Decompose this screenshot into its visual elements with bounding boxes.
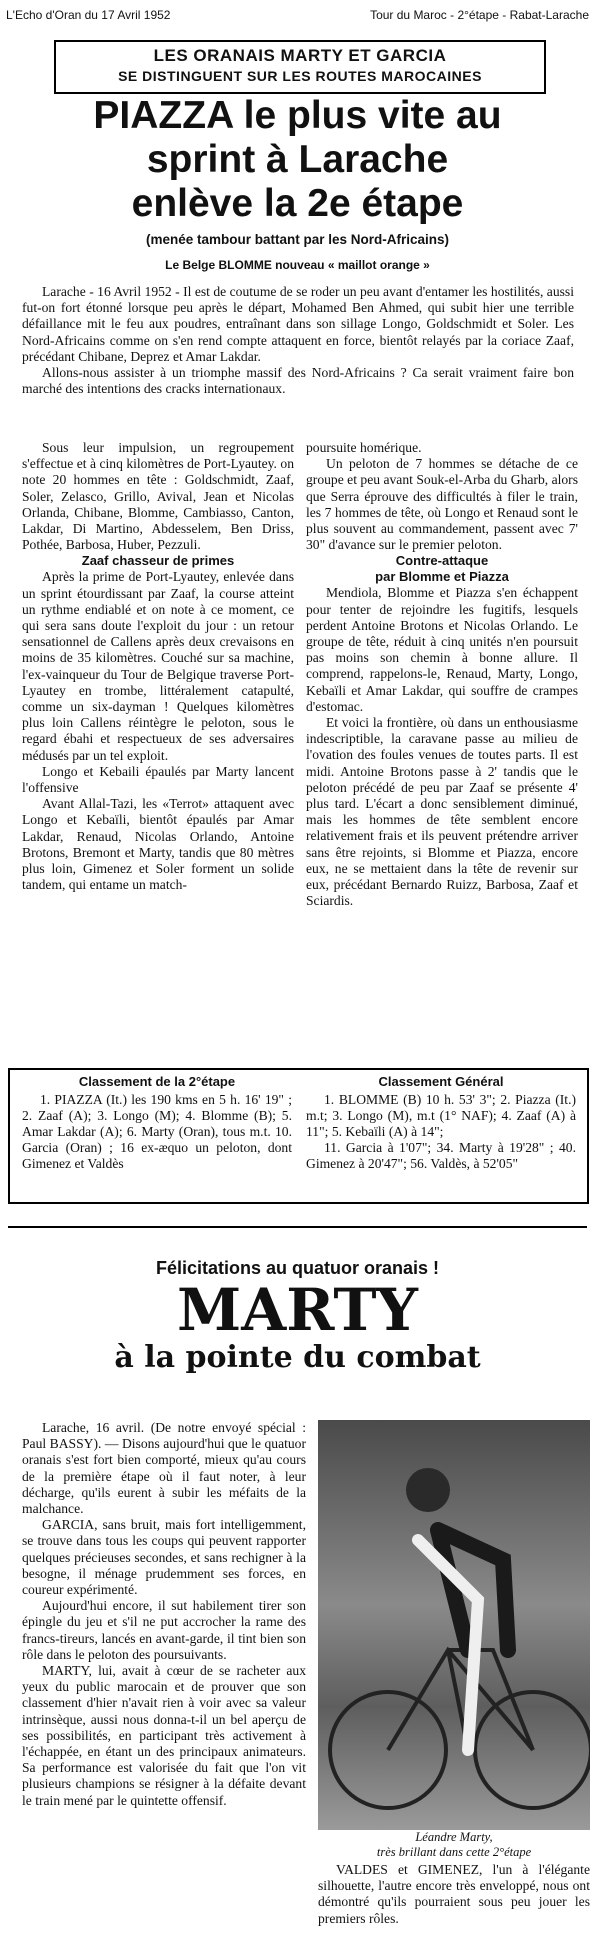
- main-headline: [0, 94, 595, 226]
- header-topic: Tour du Maroc - 2°étape - Rabat-Larache: [370, 8, 589, 22]
- marty-paragraph: MARTY, lui, avait à cœur de se racheter aux yeux du public marocain et de prouver que son classement d'hier n'avait rien à voir avec sa valeur intrinsèque, aussi nous donna-t-il un bel aperçu de ses possibilités, en participant très activement à l'échappée, en étant un des principaux animateurs. Sa performance est valorisée du fait que l'on vit plusieurs champions se résigner à la défaite devant le train mené par le quintette offensif.: [22, 1663, 306, 1808]
- col2-paragraph: Mendiola, Blomme et Piazza s'en échappent pour tenter de rejoindre les fugitifs, lesquels perdent Antoine Brotons et Nicolas Orlando. Le groupe de tête, réduit à cinq unités n'en poursuit pas moins son chemin à bonne allure. Il comprend, rappelons-le, Renaud, Marty, Longo, Kebaïli et Amar Lakdar, qui souffre de crampes d'estomac.: [306, 585, 578, 714]
- photo-caption-line1: Léandre Marty,: [415, 1830, 493, 1844]
- col1-paragraph: Après la prime de Port-Lyautey, enlevée dans un sprint étourdissant par Zaaf, la course atteint un rythme endiablé et on note à ce moment, ce qui sera sans doute l'exploit du jour : un retour sensationnel de Callens après deux crevaisons en moins de 35 kilomètres. Couché sur sa machine, l'ex-vainqueur du Tour de Belgique traverse Port-Lyautey en trombe, littéralement catapulté, comme un six-dayman ! Quelques kilomètres plus loin Callens réintègre le peloton, sous le regard ébahi et respectueux de ses adversaires médusés par un tel exploit.: [22, 569, 294, 763]
- boxed-headline-line2: SE DISTINGUENT SUR LES ROUTES MAROCAINES: [118, 68, 482, 84]
- headline-line3: enlève la 2e étape: [131, 182, 464, 225]
- intro-text: [22, 284, 574, 397]
- subtitle: (menée tambour battant par les Nord-Africains): [145, 232, 450, 247]
- cyclist-photo: [318, 1420, 590, 1830]
- col1-subhead: Zaaf chasseur de primes: [81, 553, 235, 569]
- marty-paragraph: VALDES et GIMENEZ, l'un à l'élégante silhouette, l'autre encore très enveloppé, nous ont démontré qu'ils pourraient sous peu jouer les premiers rôles.: [318, 1862, 590, 1926]
- column-right: [306, 440, 578, 909]
- page-header: [6, 8, 589, 26]
- boxed-headline-line1: LES ORANAIS MARTY ET GARCIA: [153, 46, 447, 65]
- intro-paragraph: Allons-nous assister à un triomphe massif des Nord-Africains ? Ca serait vraiment faire bon marché des intentions des cracks internationaux.: [22, 365, 574, 397]
- stage-ranking: [22, 1074, 292, 1172]
- subtitle-maillot: Le Belge BLOMME nouveau « maillot orange »: [165, 258, 430, 272]
- general-ranking: [306, 1074, 576, 1172]
- intro-paragraph: Larache - 16 Avril 1952 - Il est de coutume de se roder un peu avant d'entamer les hostilités, aussi fut-on fort étonné lorsque peu après le départ, Mohamed Ben Ahmed, qui subit hier une terrible défaillance mit le feu aux poudres, entraînant dans son sillage Longo, Goldschmidt et Soler. Les Nord-Africains comme on s'en rend compte attaquent en force, bientôt relayés par la coriace Zaaf, précédant Chibane, Deprez et Amar Lakdar.: [22, 284, 574, 364]
- col2-subhead: Contre-attaque: [395, 553, 489, 569]
- boxed-headline: [54, 40, 546, 94]
- general-ranking-text: 11. Garcia à 1'07"; 34. Marty à 19'28" ; 40. Gimenez à 20'47"; 56. Valdès, à 52'05": [306, 1140, 576, 1171]
- marty-subtitle: à la pointe du combat: [114, 1340, 481, 1375]
- photo-caption-line2: très brillant dans cette 2°étape: [376, 1845, 532, 1859]
- photo-caption: [318, 1830, 590, 1860]
- headline-line1: PIAZZA le plus vite au: [93, 94, 502, 137]
- col2-paragraph: Un peloton de 7 hommes se détache de ce groupe et peu avant Souk-el-Arba du Gharb, alors que Serra éprouve des difficultés à filer le train, les 7 hommes de tête, où Longo et Renaud sont le plus souvent au commandement, passent avec 7' 30" d'avance sur le premier peloton.: [306, 456, 578, 553]
- col1-paragraph: Longo et Kebaili épaulés par Marty lancent l'offensive: [22, 763, 294, 796]
- results-box: [8, 1068, 589, 1204]
- headline-line2: sprint à Larache: [146, 138, 449, 181]
- column-left: [22, 440, 294, 893]
- marty-title: MARTY: [177, 1276, 418, 1344]
- marty-paragraph: Aujourd'hui encore, il sut habilement tirer son épingle du jeu et s'il ne put accrocher la rame des francs-tireurs, lancés en avant-garde, il tint bien son rôle dans le peloton des poursuivants.: [22, 1598, 306, 1662]
- section-divider: [8, 1226, 587, 1228]
- cyclist-illustration: [318, 1420, 590, 1830]
- marty-article: [22, 1420, 306, 1809]
- general-ranking-title: Classement Général: [378, 1074, 504, 1089]
- felicitations-headline: Félicitations au quatuor oranais !: [155, 1258, 440, 1278]
- stage-ranking-text: 1. PIAZZA (It.) les 190 kms en 5 h. 16' 19" ; 2. Zaaf (A); 3. Longo (M); 4. Blomme (B); 5. Amar Lakdar (A); 6. Marty (Oran), tous m.t. 10. Garcia (Oran) ; 16 ex-æquo un peloton, dont Gimenez et Valdès: [22, 1092, 292, 1171]
- stage-ranking-title: Classement de la 2°étape: [78, 1074, 236, 1089]
- col2-paragraph: poursuite homérique.: [306, 440, 422, 455]
- col2-paragraph: Et voici la frontière, où dans un enthousiasme indescriptible, la caravane passe au milieu de l'ovation des foules venues de toutes parts. Il est midi. Antoine Brotons passe à 2' tandis que le peloton précédé de peu par Zaaf se présente 4' plus tard. L'écart a donc sensiblement diminué, mais les hommes de tête semblent encore relativement frais et ils peuvent prétendre arriver sans être rejoints, si Blomme et Piazza, encore eux, ne se mettaient dans la tête de revenir sur eux, précédant Bernardo Ruizz, Barbosa, Zaaf et Sciardis.: [306, 715, 578, 909]
- marty-paragraph: Larache, 16 avril. (De notre envoyé spécial : Paul BASSY). — Disons aujourd'hui que le quatuor oranais s'est fort bien comporté, mieux qu'au cours de la première étape où il faut noter, à leur décharge, qu'ils eurent à subir les méfaits de la malchance.: [22, 1420, 306, 1517]
- marty-article-right: [318, 1862, 590, 1927]
- col1-paragraph: Sous leur impulsion, un regroupement s'effectue et à cinq kilomètres de Port-Lyautey. on note 20 hommes en tête : Goldschmidt, Zaaf, Soler, Zelasco, Grillo, Avival, Jean et Nicolas Orlanda, Chibane, Blomme, Cambiasso, Canton, Lakdar, Di Martino, Abdesselem, Ben Driss, Pothée, Barbosa, Huber, Pezzuli.: [22, 440, 294, 553]
- header-source: L'Echo d'Oran du 17 Avril 1952: [6, 8, 171, 22]
- general-ranking-text: 1. BLOMME (B) 10 h. 53' 3"; 2. Piazza (It.) m.t; 3. Longo (M), m.t (1° NAF); 4. Zaaf (A) à 11"; 5. Kebaïli (A) à 14";: [306, 1092, 576, 1139]
- col1-paragraph: Avant Allal-Tazi, les «Terrot» attaquent avec Longo et Kebaïli, bientôt épaulés par Amar Lakdar, Renaud, Nicolas Orlando, Antoine Brotons, Bremont et Marty, tandis que 80 mètres plus loin, Gimenez et Soler forment un solide tandem, qui entame un match-: [22, 796, 294, 893]
- col2-subhead: par Blomme et Piazza: [375, 569, 509, 585]
- marty-paragraph: GARCIA, sans bruit, mais fort intelligemment, se trouve dans tous les coups qui peuvent rapporter quelques précieuses secondes, et sans rechigner à la besogne, il ménage prudemment ses forces, en coureur expérimenté.: [22, 1517, 306, 1598]
